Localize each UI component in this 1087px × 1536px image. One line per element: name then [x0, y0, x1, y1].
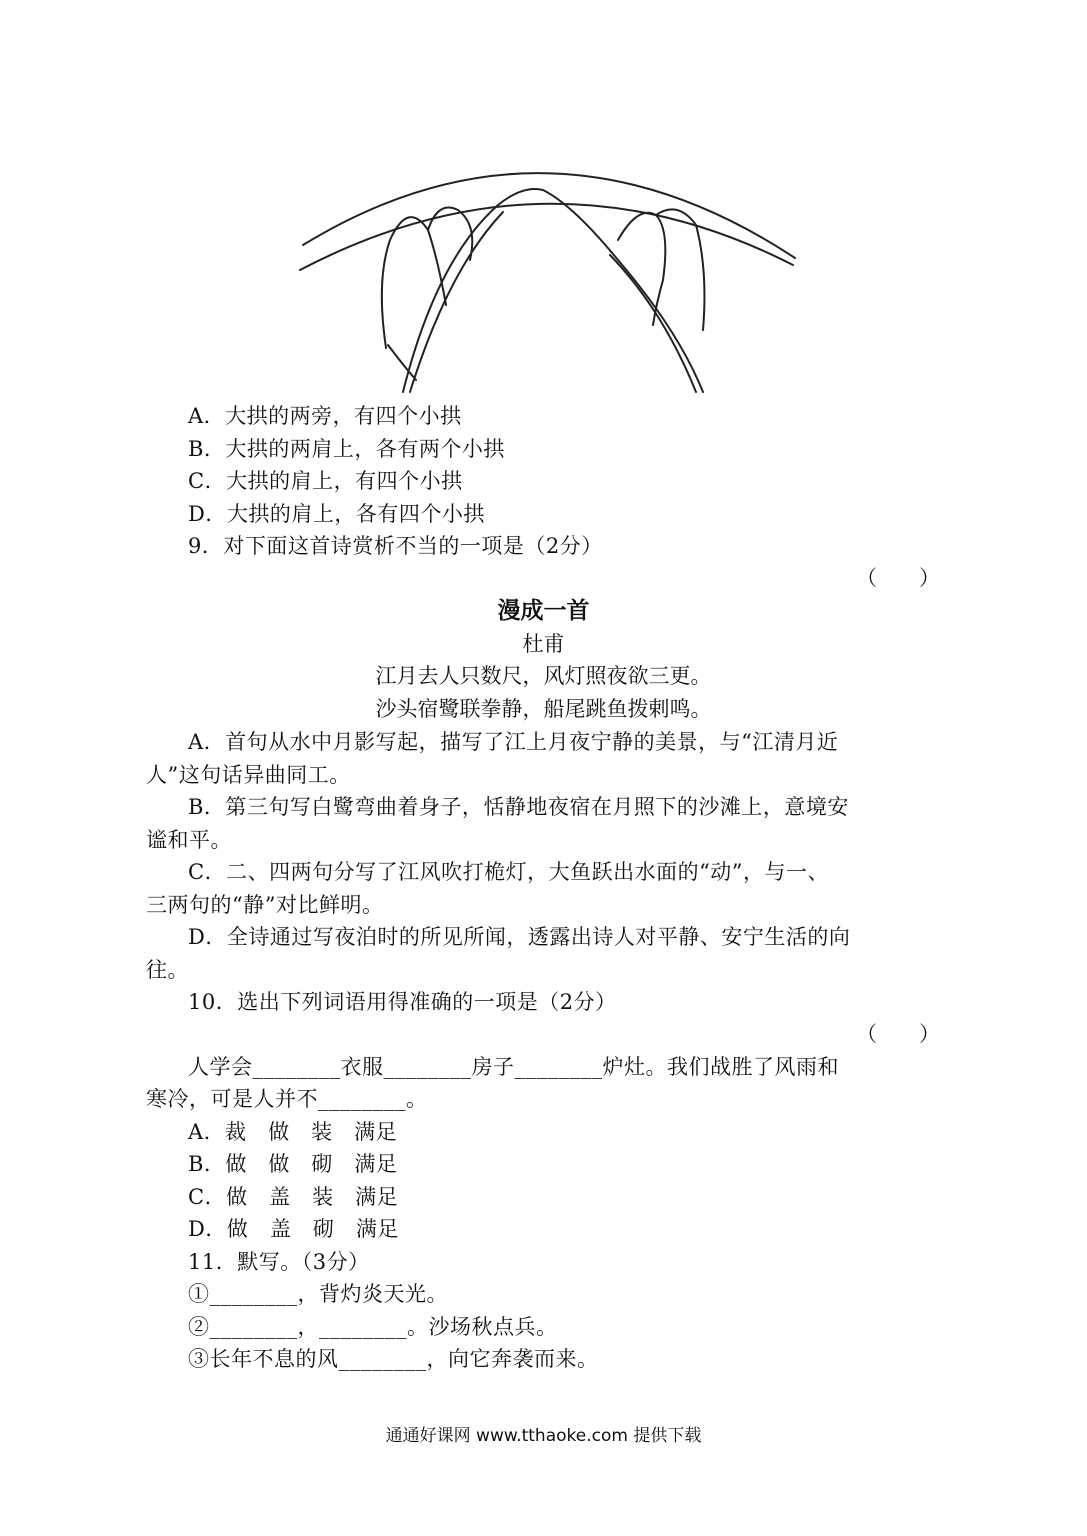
arch-bridge-figure	[298, 130, 798, 400]
page-footer: 通通好课网 www.tthaoke.com 提供下载	[385, 1426, 702, 1446]
q9-option-c-line2: 三两句的“静”对比鲜明。	[146, 893, 384, 917]
poem-author: 杜甫	[522, 632, 565, 656]
q8-option-a: A．大拱的两旁，有四个小拱	[188, 404, 462, 428]
q10-stem: 10．选出下列词语用得准确的一项是（2分）	[188, 990, 617, 1014]
q8-option-b: B．大拱的两肩上，各有两个小拱	[188, 437, 505, 461]
q10-option-c: C．做 盖 装 满足	[188, 1185, 399, 1209]
q9-option-d-line2: 往。	[146, 958, 189, 982]
q10-option-b: B．做 做 砌 满足	[188, 1152, 398, 1176]
poem-title: 漫成一首	[497, 597, 590, 624]
q9-option-d-line1: D．全诗通过写夜泊时的所见所闻，透露出诗人对平静、安宁生活的向	[188, 925, 851, 949]
q11-stem: 11．默写。（3分）	[188, 1250, 370, 1274]
q9-option-a-line2: 人”这句话异曲同工。	[146, 763, 351, 787]
q9-answer-paren: （ ）	[856, 566, 940, 590]
q8-option-c: C．大拱的肩上，有四个小拱	[188, 469, 463, 493]
q9-option-a-line1: A．首句从水中月影写起，描写了江上月夜宁静的美景，与“江清月近	[188, 730, 839, 754]
q9-option-b-line2: 谧和平。	[146, 828, 232, 852]
bridge-deck-lower-arc	[300, 204, 793, 270]
q11-item-1: ①________，背灼炎天光。	[188, 1282, 448, 1306]
q9-stem: 9．对下面这首诗赏析不当的一项是（2分）	[188, 534, 603, 558]
poem-line-1: 江月去人只数尺，风灯照夜欲三更。	[375, 664, 712, 688]
small-arch-left-outer	[382, 217, 446, 348]
q9-option-c-line1: C．二、四两句分写了江风吹打桅灯，大鱼跃出水面的“动”，与一、	[188, 860, 830, 884]
q10-option-a: A．裁 做 装 满足	[188, 1120, 398, 1144]
q11-item-3: ③长年不息的风________，向它奔袭而来。	[188, 1347, 599, 1371]
q9-option-b-line1: B．第三句写白鹭弯曲着身子，恬静地夜宿在月照下的沙滩上，意境安	[188, 795, 849, 819]
q8-option-d: D．大拱的肩上，各有四个小拱	[188, 502, 485, 526]
q10-sentence-line2: 寒冷，可是人并不________。	[146, 1087, 428, 1111]
q11-item-2: ②________，________。沙场秋点兵。	[188, 1315, 558, 1339]
poem-line-2: 沙头宿鹭联拳静，船尾跳鱼拨剌鸣。	[375, 697, 712, 721]
q10-answer-paren: （ ）	[856, 1022, 940, 1046]
bridge-deck-upper-arc	[303, 173, 795, 258]
q10-sentence-line1: 人学会________衣服________房子________炉灶。我们战胜了风雨和	[188, 1055, 839, 1079]
main-arch	[403, 189, 703, 392]
q10-option-d: D．做 盖 砌 满足	[188, 1217, 399, 1241]
